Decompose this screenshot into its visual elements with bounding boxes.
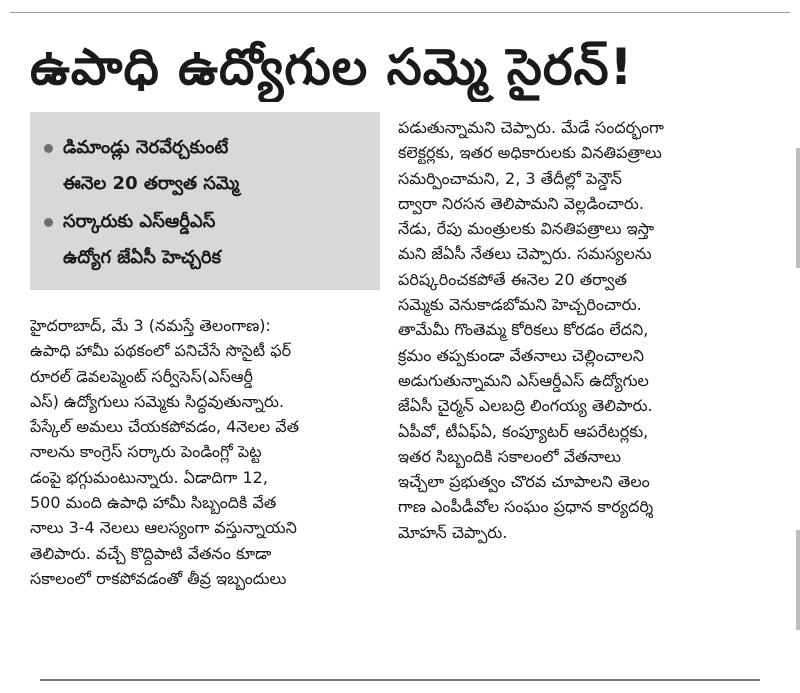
highlight-1-line-1: డిమాండ్లు నెరవేర్చకుంటే: [63, 137, 229, 158]
body-line: జేఏసీ చైర్మన్ ఎలబద్రి లింగయ్య తెలిపారు.: [398, 396, 653, 416]
highlight-point-1: [30, 130, 380, 202]
body-line: హైదరాబాద్, మే 3 (నమస్తే తెలంగాణ):: [30, 316, 271, 335]
body-line: మోహన్ చెప్పారు.: [398, 522, 508, 542]
highlights-box: [30, 112, 380, 290]
body-line: పడుతున్నామని చెప్పారు. మేడే సందర్భంగా: [398, 118, 664, 137]
body-line: నేడు, రేపు మంత్రులకు వినతిపత్రాలు ఇస్తా: [398, 219, 655, 239]
body-line: పేస్కేల్ అమలు చేయకపోవడం, 4నెలల వేత: [30, 417, 300, 437]
bullet-icon: [44, 144, 53, 153]
article-column-left: [30, 313, 385, 671]
body-line: డంపై భగ్గుమంటున్నారు. ఏడాదిగా 12,: [30, 467, 268, 487]
body-line: సకాలంలో రాకపోవడంతో తీవ్ర ఇబ్బందులు: [30, 568, 287, 588]
bottom-rule: [40, 679, 760, 681]
body-line: రూరల్ డెవలప్మెంట్ సర్వీసెస్(ఎస్ఆర్డీ: [30, 366, 253, 386]
body-line: క్రమం తప్పకుండా వేతనాలు చెల్లించాలని: [398, 345, 645, 365]
body-line: ఉపాధి హామీ పథకంలో పనిచేసే సొసైటీ ఫర్: [30, 341, 292, 361]
body-line: ద్వారా నిరసన తెలిపామని వెల్లడించారు.: [398, 193, 644, 213]
body-line: ఇచ్చేలా ప్రభుత్వం చొరవ చూపాలని తెలం: [398, 472, 650, 492]
edge-shade: [796, 530, 800, 630]
body-line: నాలను కాంగ్రెస్ సర్కారు పెండింగ్లో పెట్ట: [30, 442, 262, 462]
body-line: తామేమీ గొంతెమ్మ కోరికలు కోరడం లేదని,: [398, 320, 649, 340]
body-line: ఏపీవో, టీఏఫ్ఏ, కంప్యూటర్ ఆపరేటర్లకు,: [398, 421, 649, 441]
body-line: పరిష్కరించకపోతే ఈనెల 20 తర్వాత: [398, 269, 627, 289]
body-line: 500 మంది ఉపాధి హామీ సిబ్బందికి వేత: [30, 493, 277, 513]
body-line: గాణ ఎంపీడీవోల సంఘం ప్రధాన కార్యదర్శి: [398, 497, 654, 517]
article-column-right: [398, 115, 790, 655]
highlight-2-line-1: సర్కారుకు ఎస్ఆర్డీఎస్: [63, 211, 216, 232]
body-line: ఎస్) ఉద్యోగులు సమ్మెకు సిద్ధవుతున్నారు.: [30, 391, 285, 411]
body-line: ఇతర సిబ్బందికి సకాలంలో వేతనాలు: [398, 446, 622, 466]
body-line: తెలిపారు. వచ్చే కొద్దిపాటి వేతనం కూడా: [30, 543, 272, 563]
body-line: మని జేఏసీ నేతలు చెప్పారు. సమస్యలను: [398, 244, 652, 264]
body-line: సమర్పించామని, 2, 3 తేదీల్లో పెన్డౌన్: [398, 168, 622, 188]
bullet-icon: [44, 218, 53, 227]
highlight-point-2: [30, 204, 380, 276]
body-line: నాలు 3-4 నెలలు ఆలస్యంగా వస్తున్నాయని: [30, 518, 297, 538]
highlight-2-line-2: ఉద్యోగ జేఏసీ హెచ్చరిక: [63, 247, 221, 268]
body-line: అడుగుతున్నామని ఎస్ఆర్డీఎస్ ఉద్యోగుల: [398, 370, 649, 390]
headline: ఉపాధి ఉద్యోగుల సమ్మె సైరన్!: [30, 38, 634, 96]
body-line: కలెక్టర్లకు, ఇతర అధికారులకు వినతిపత్రాలు: [398, 143, 662, 163]
body-line: సమ్మెకు వెనుకాడబోమని హెచ్చరించారు.: [398, 295, 642, 315]
edge-shade: [796, 148, 800, 268]
top-rule: [10, 12, 790, 13]
highlight-1-line-2: ఈనెల 20 తర్వాత సమ్మె: [63, 173, 240, 194]
